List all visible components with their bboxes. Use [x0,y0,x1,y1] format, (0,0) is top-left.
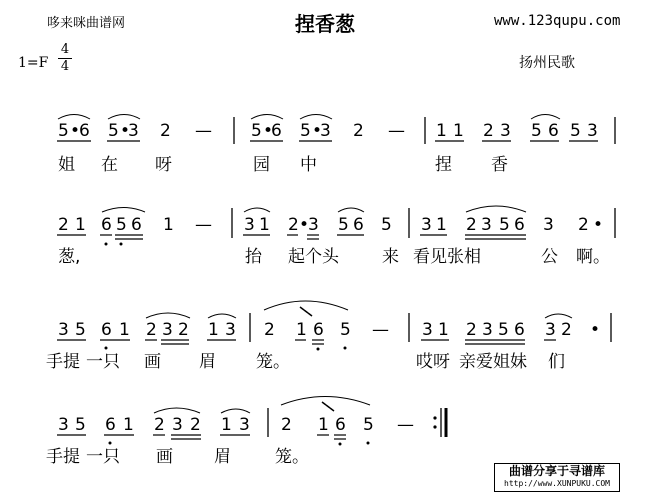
note: 1 [208,320,219,340]
slurs [146,301,572,318]
dot: • [593,215,604,235]
note: 1 [123,415,134,435]
note: 3 [58,320,69,340]
note: 6 [101,320,112,340]
note: 2 [288,215,299,235]
note: 1 [119,320,130,340]
note: 3 [244,215,255,235]
ornament-mark [322,402,334,411]
note: 3 [128,121,139,141]
note: 5 [499,215,510,235]
lyric: 啊。 [576,247,610,267]
lyric: 起个头 [288,247,339,267]
note: 5 [338,215,349,235]
repeat-sign [433,416,436,428]
note: 6 [514,215,525,235]
note: 6 [353,215,364,235]
lyric: 手提 [46,447,80,467]
note: 5 [58,121,69,141]
note: 3 [308,215,319,235]
note: 2 [281,415,292,435]
note: 3 [481,215,492,235]
lyric: 笼。 [256,352,290,372]
score-line-4 [46,397,446,468]
note: 3 [587,121,598,141]
watermark-url[interactable]: http://www.XUNPUKU.COM [504,479,610,488]
lyric: 抬 [245,247,262,267]
lyric: 捏 [435,155,452,175]
note: 3 [545,320,556,340]
note: 2 [264,320,275,340]
note: 2 [154,415,165,435]
watermark-text: 曲谱分享于寻谱库 [508,464,605,478]
dot: • [590,320,601,340]
lyric: 眉 [214,447,231,467]
note: 6 [313,320,324,340]
lyric: 香 [491,155,508,175]
note: 2 [466,215,477,235]
note: 1 [436,121,447,141]
time-signature-top: 4 [58,42,72,59]
dash: — [372,320,389,340]
barlines [268,408,446,437]
lyric: 一只 [86,352,120,372]
ornament-mark [300,307,312,316]
lyric: 眉 [199,352,216,372]
score-line-1 [57,115,615,176]
note: 6 [271,121,282,141]
dot: • [120,121,131,141]
note: 5 [108,121,119,141]
lyric: 们 [548,352,565,372]
score-line-3 [46,301,611,372]
note: 5 [531,121,542,141]
lyric: 画 [156,447,173,467]
lyric: 中 [300,155,317,175]
lyric: 呀 [155,155,172,175]
underlines [57,435,346,439]
dash: — [397,415,414,435]
slurs [58,115,560,120]
note: 6 [548,121,559,141]
note: 3 [225,320,236,340]
dot: • [312,121,323,141]
lyric: 画 [144,352,161,372]
dot: • [70,121,81,141]
dot: • [299,215,310,235]
lyric: 一只 [86,447,120,467]
note: 1 [259,215,270,235]
dash: — [195,121,212,141]
note: 2 [58,215,69,235]
low-octave-dots [105,347,347,351]
underlines [57,235,526,239]
note: 6 [79,121,90,141]
note: 5 [75,415,86,435]
lyric: 哎呀 [416,352,450,372]
low-octave-dots [105,243,123,246]
lyric: 笼。 [275,447,309,467]
note: 2 [483,121,494,141]
note: 1 [75,215,86,235]
note: 3 [162,320,173,340]
note: 6 [514,320,525,340]
note: 3 [543,215,554,235]
note: 1 [436,215,447,235]
note: 1 [163,215,174,235]
note: 3 [422,320,433,340]
note: 5 [300,121,311,141]
note: 2 [190,415,201,435]
note: 5 [75,320,86,340]
low-octave-dots [109,442,370,446]
lyric: 看见张相 [413,247,481,267]
lyric: 姐 [58,155,75,175]
note: 1 [296,320,307,340]
lyric: 亲爱姐妹 [459,352,527,372]
note: 1 [318,415,329,435]
lyric: 园 [253,155,270,175]
score-line-2 [57,206,615,267]
note: 5 [570,121,581,141]
note: 5 [340,320,351,340]
note: 3 [239,415,250,435]
lyric: 在 [101,155,118,175]
note: 2 [146,320,157,340]
note: 5 [116,215,127,235]
note: 3 [320,121,331,141]
watermark-box [494,463,620,492]
note: 5 [498,320,509,340]
note: 5 [381,215,392,235]
slurs [102,206,526,212]
note: 3 [58,415,69,435]
note: 6 [131,215,142,235]
note: 2 [578,215,589,235]
note: 3 [172,415,183,435]
time-signature-bottom: 4 [60,59,70,74]
lyric: 手提 [46,352,80,372]
dot: • [263,121,274,141]
song-origin: 扬州民歌 [519,55,575,71]
dash: — [388,121,405,141]
underlines [57,340,556,344]
key-signature: 1=F [18,55,49,71]
note: 1 [453,121,464,141]
note: 5 [363,415,374,435]
lyric: 公 [541,247,558,267]
note: 2 [160,121,171,141]
note: 2 [353,121,364,141]
note: 2 [466,320,477,340]
note: 6 [101,215,112,235]
dash: — [195,215,212,235]
note: 2 [178,320,189,340]
note: 6 [105,415,116,435]
slurs [154,397,370,414]
lyric: 来 [382,247,399,267]
note: 5 [251,121,262,141]
note: 3 [482,320,493,340]
lyric: 葱, [58,247,81,267]
note: 1 [438,320,449,340]
note: 2 [561,320,572,340]
note: 6 [335,415,346,435]
site-url[interactable]: www.123qupu.com [494,13,621,29]
song-title: 捏香葱 [295,12,355,36]
note: 1 [221,415,232,435]
note: 3 [421,215,432,235]
note: 3 [500,121,511,141]
site-name-left: 哆来咪曲谱网 [47,16,126,31]
